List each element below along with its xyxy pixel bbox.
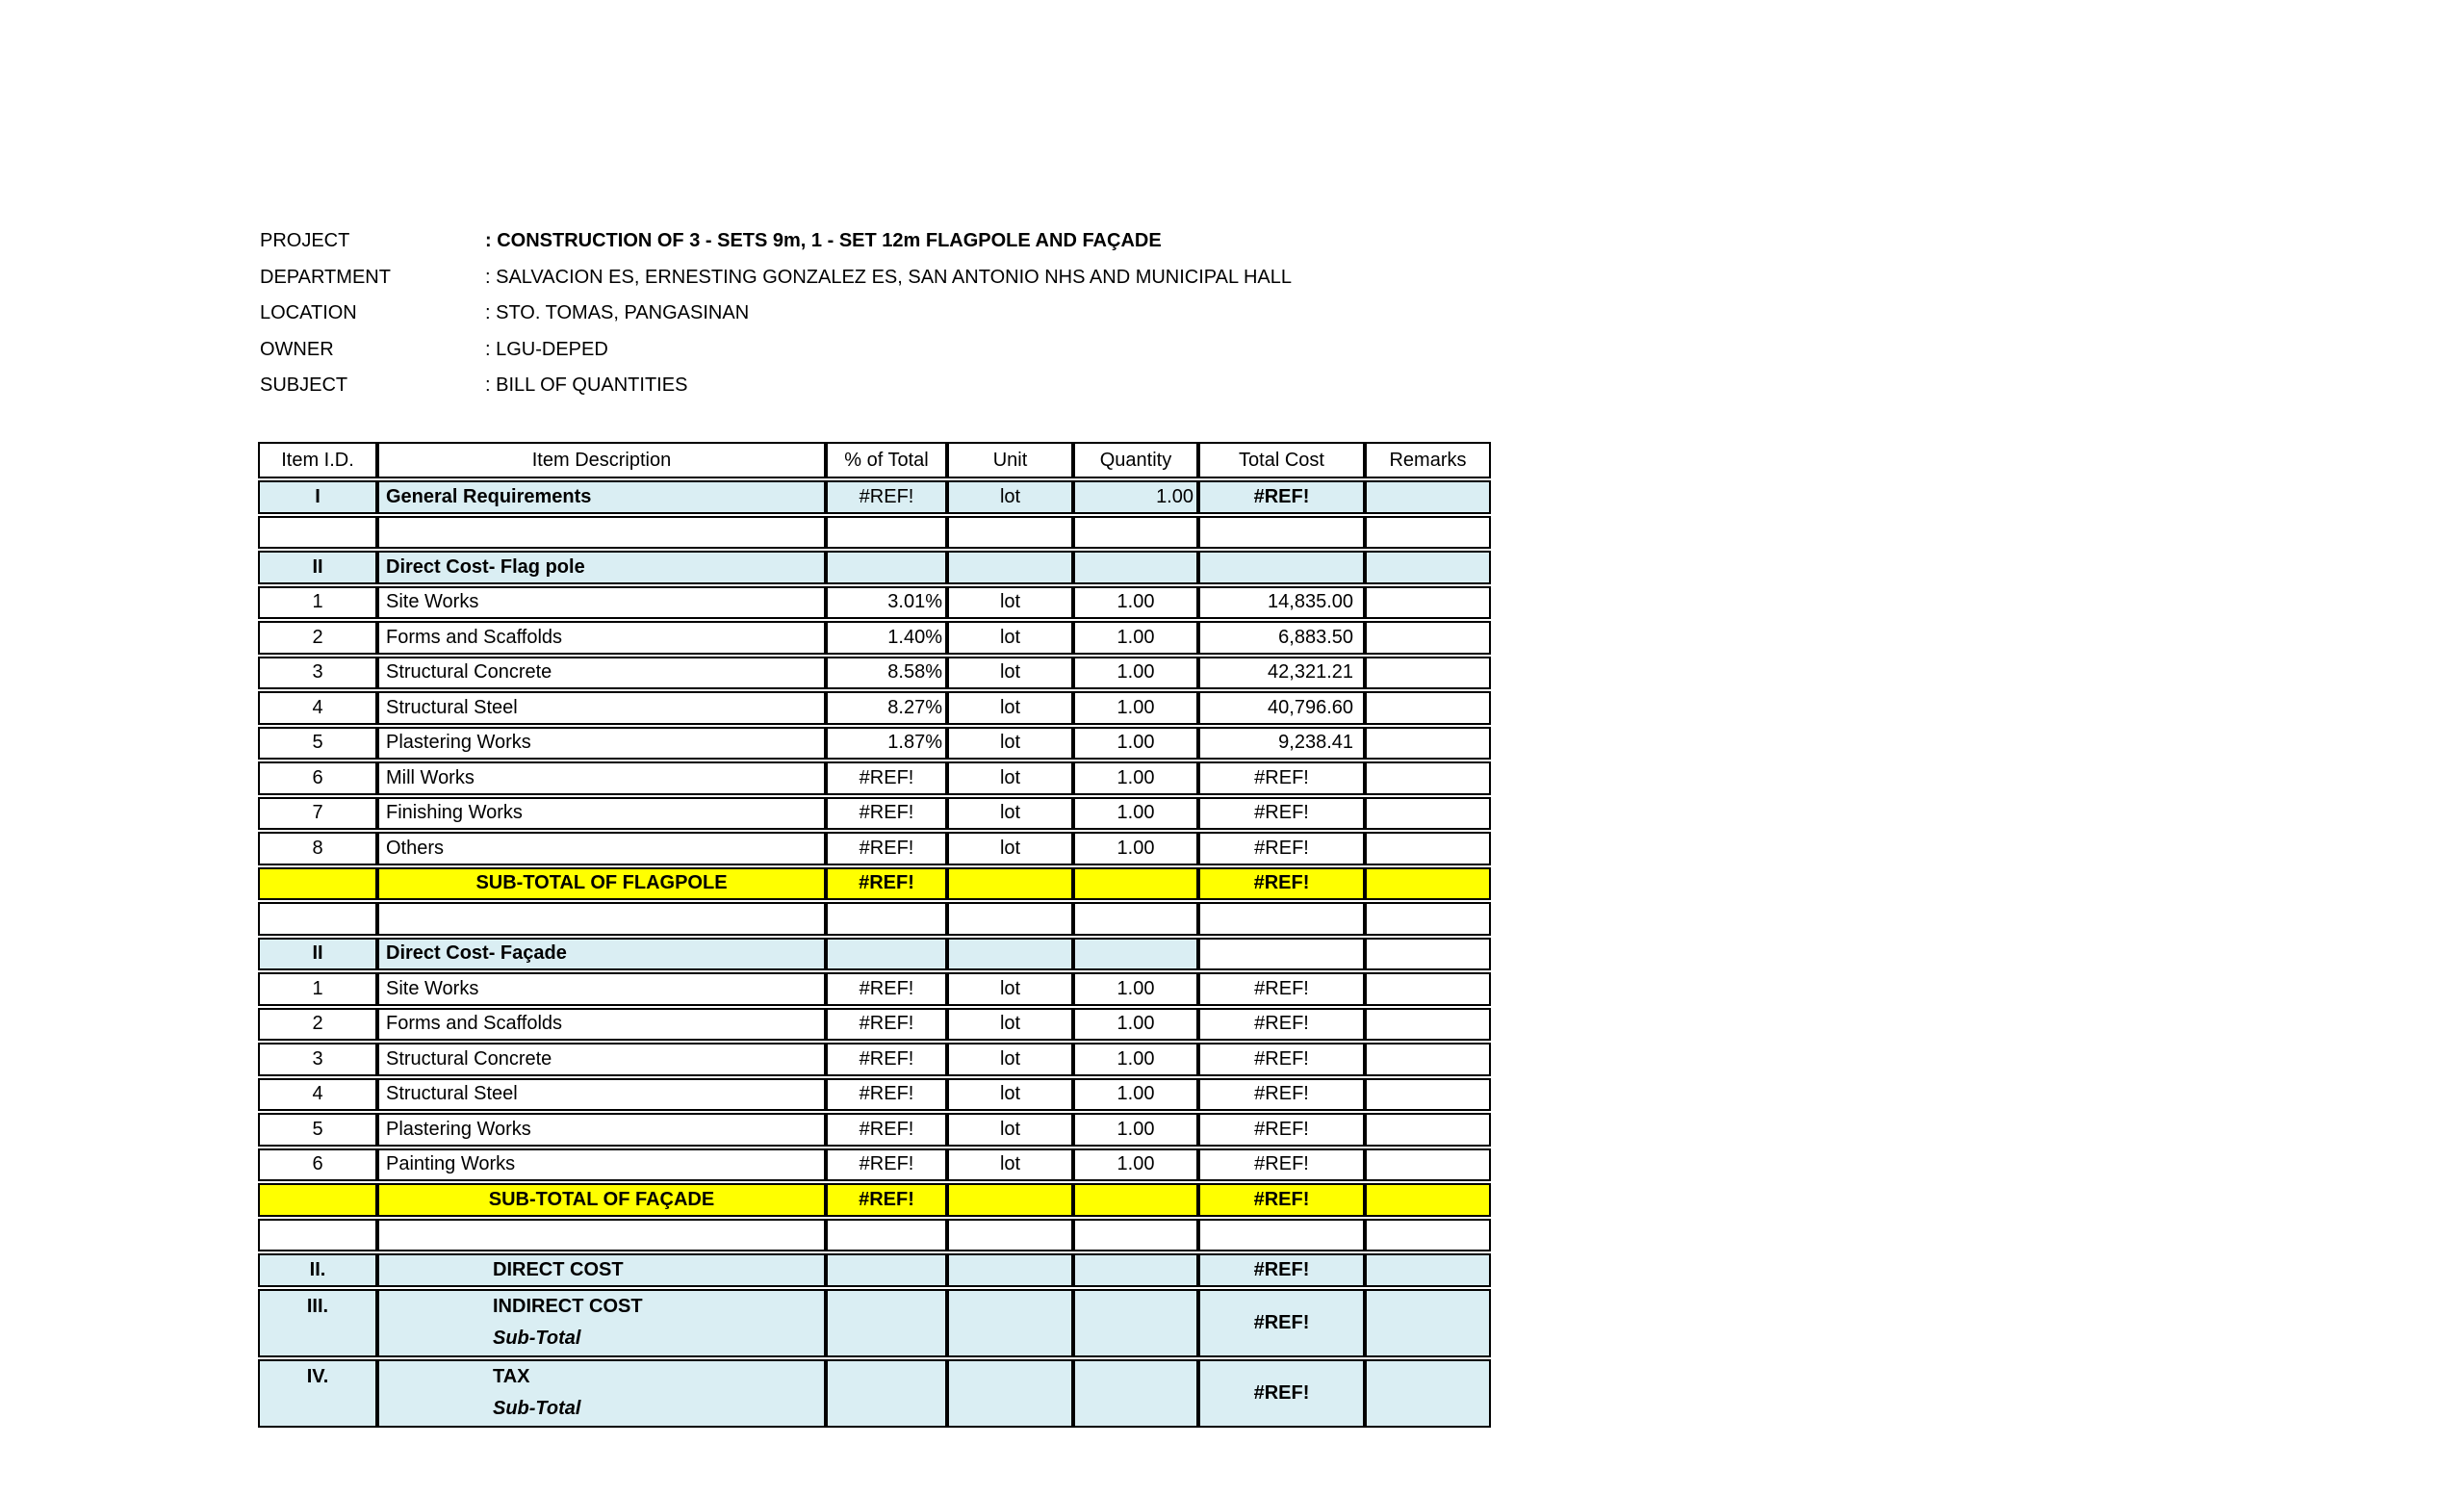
- table-row: [258, 657, 1491, 690]
- cell-remarks: [1365, 586, 1491, 620]
- cell-remarks: [1365, 1113, 1491, 1147]
- cell-item-id: 5: [258, 1113, 377, 1147]
- cell-quantity: 1.00: [1073, 1043, 1198, 1076]
- cell-quantity: [1073, 1289, 1198, 1357]
- cell-item-description: Direct Cost- Flag pole: [377, 551, 826, 584]
- cell-total-cost: #REF!: [1198, 1359, 1365, 1428]
- cell-pct-of-total: #REF!: [826, 1008, 947, 1042]
- sub-total-label: Sub-Total: [493, 1327, 581, 1349]
- cell-remarks: [1365, 727, 1491, 761]
- cell-remarks: [1365, 516, 1491, 550]
- info-row-department: [260, 260, 1292, 297]
- location-value: : STO. TOMAS, PANGASINAN: [485, 302, 750, 324]
- cell-quantity: 1.00: [1073, 1008, 1198, 1042]
- cell-unit: [947, 1289, 1073, 1357]
- cell-item-description: [377, 902, 826, 936]
- cell-total-cost: #REF!: [1198, 972, 1365, 1006]
- department-label: DEPARTMENT: [260, 266, 391, 288]
- cell-total-cost: [1198, 938, 1365, 971]
- cell-total-cost: [1198, 551, 1365, 584]
- cell-remarks: [1365, 797, 1491, 831]
- project-info-block: [260, 223, 1292, 404]
- cell-quantity: [1073, 867, 1198, 901]
- cell-item-id: 3: [258, 657, 377, 690]
- cell-item-description: [377, 1359, 826, 1428]
- cell-total-cost: #REF!: [1198, 1183, 1365, 1217]
- cell-item-description: Others: [377, 832, 826, 865]
- col-header-total-cost: Total Cost: [1198, 442, 1365, 478]
- cell-item-description: Plastering Works: [377, 1113, 826, 1147]
- cell-remarks: [1365, 972, 1491, 1006]
- cell-quantity: [1073, 938, 1198, 971]
- cell-unit: [947, 1253, 1073, 1287]
- cell-total-cost: #REF!: [1198, 761, 1365, 795]
- subtotal-facade-row: [258, 1183, 1491, 1217]
- cell-unit: [947, 867, 1073, 901]
- cell-remarks: [1365, 1078, 1491, 1112]
- table-row: [258, 797, 1491, 831]
- cell-item-description: Structural Steel: [377, 1078, 826, 1112]
- cell-item-description: SUB-TOTAL OF FLAGPOLE: [377, 867, 826, 901]
- cell-unit: [947, 1183, 1073, 1217]
- cell-unit: lot: [947, 1008, 1073, 1042]
- cell-item-id: 6: [258, 761, 377, 795]
- cell-unit: lot: [947, 621, 1073, 655]
- cell-remarks: [1365, 657, 1491, 690]
- cell-item-id: IV.: [258, 1359, 377, 1428]
- cell-total-cost: #REF!: [1198, 867, 1365, 901]
- cell-quantity: [1073, 1359, 1198, 1428]
- cell-item-description: SUB-TOTAL OF FAÇADE: [377, 1183, 826, 1217]
- cell-pct-of-total: 3.01%: [826, 586, 947, 620]
- cell-quantity: 1.00: [1073, 657, 1198, 690]
- cell-item-id: [258, 1183, 377, 1217]
- cell-quantity: 1.00: [1073, 832, 1198, 865]
- cell-pct-of-total: 8.58%: [826, 657, 947, 690]
- cell-pct-of-total: #REF!: [826, 797, 947, 831]
- cell-pct-of-total: #REF!: [826, 1043, 947, 1076]
- cell-unit: [947, 938, 1073, 971]
- subtotal-flagpole-row: [258, 867, 1491, 901]
- cell-unit: lot: [947, 972, 1073, 1006]
- cell-unit: lot: [947, 657, 1073, 690]
- info-row-location: [260, 296, 1292, 332]
- cell-pct-of-total: [826, 1289, 947, 1357]
- cell-remarks: [1365, 621, 1491, 655]
- cell-remarks: [1365, 1253, 1491, 1287]
- cell-item-description: Forms and Scaffolds: [377, 1008, 826, 1042]
- bill-of-quantities-table: [258, 440, 1491, 1430]
- cell-total-cost: #REF!: [1198, 1253, 1365, 1287]
- cell-item-description: Direct Cost- Façade: [377, 938, 826, 971]
- table-row: [258, 1043, 1491, 1076]
- cell-unit: lot: [947, 1078, 1073, 1112]
- cell-pct-of-total: [826, 516, 947, 550]
- cell-total-cost: 42,321.21: [1198, 657, 1365, 690]
- cell-item-description: Forms and Scaffolds: [377, 621, 826, 655]
- cell-quantity: 1.00: [1073, 727, 1198, 761]
- cell-pct-of-total: [826, 938, 947, 971]
- table-row: [258, 1078, 1491, 1112]
- project-label: PROJECT: [260, 230, 350, 252]
- table-header-row: [258, 442, 1491, 478]
- cell-item-description: Structural Steel: [377, 691, 826, 725]
- indirect-cost-row: [258, 1289, 1491, 1357]
- cell-quantity: 1.00: [1073, 972, 1198, 1006]
- cell-item-description: Site Works: [377, 972, 826, 1006]
- cell-unit: lot: [947, 586, 1073, 620]
- table-row: [258, 727, 1491, 761]
- table-row: [258, 586, 1491, 620]
- cell-pct-of-total: #REF!: [826, 1183, 947, 1217]
- cell-item-id: 2: [258, 1008, 377, 1042]
- cell-pct-of-total: #REF!: [826, 832, 947, 865]
- cell-total-cost: 14,835.00: [1198, 586, 1365, 620]
- cell-unit: lot: [947, 1148, 1073, 1182]
- cell-remarks: [1365, 1008, 1491, 1042]
- cell-remarks: [1365, 480, 1491, 514]
- table-row: [258, 902, 1491, 936]
- cell-total-cost: 6,883.50: [1198, 621, 1365, 655]
- cell-unit: lot: [947, 727, 1073, 761]
- table-row: [258, 832, 1491, 865]
- table-row: [258, 691, 1491, 725]
- cell-total-cost: #REF!: [1198, 832, 1365, 865]
- cell-remarks: [1365, 761, 1491, 795]
- cell-item-description: Finishing Works: [377, 797, 826, 831]
- cell-quantity: 1.00: [1073, 761, 1198, 795]
- table-row: [258, 972, 1491, 1006]
- info-row-owner: [260, 332, 1292, 369]
- sub-total-label: Sub-Total: [493, 1397, 581, 1419]
- project-value: : CONSTRUCTION OF 3 - SETS 9m, 1 - SET 12m FLAGPOLE AND FAÇADE: [485, 230, 1162, 252]
- cell-item-id: 7: [258, 797, 377, 831]
- cell-total-cost: #REF!: [1198, 1148, 1365, 1182]
- cell-quantity: 1.00: [1073, 691, 1198, 725]
- cell-quantity: [1073, 551, 1198, 584]
- cell-total-cost: [1198, 1219, 1365, 1252]
- cell-item-description: General Requirements: [377, 480, 826, 514]
- cell-total-cost: 40,796.60: [1198, 691, 1365, 725]
- table-row: [258, 1008, 1491, 1042]
- table-row: [258, 621, 1491, 655]
- cell-unit: lot: [947, 797, 1073, 831]
- cell-quantity: 1.00: [1073, 797, 1198, 831]
- cell-item-id: 2: [258, 621, 377, 655]
- cell-total-cost: #REF!: [1198, 1289, 1365, 1357]
- cell-quantity: [1073, 1219, 1198, 1252]
- cell-item-id: 4: [258, 1078, 377, 1112]
- cell-remarks: [1365, 832, 1491, 865]
- cell-total-cost: #REF!: [1198, 797, 1365, 831]
- cell-pct-of-total: 1.40%: [826, 621, 947, 655]
- cell-remarks: [1365, 1043, 1491, 1076]
- cell-remarks: [1365, 1359, 1491, 1428]
- col-header-item-description: Item Description: [377, 442, 826, 478]
- cell-pct-of-total: #REF!: [826, 480, 947, 514]
- cell-unit: [947, 516, 1073, 550]
- cell-item-description: Painting Works: [377, 1148, 826, 1182]
- department-value: : SALVACION ES, ERNESTING GONZALEZ ES, SAN ANTONIO NHS AND MUNICIPAL HALL: [485, 266, 1292, 288]
- table-row: [258, 1113, 1491, 1147]
- cell-total-cost: [1198, 902, 1365, 936]
- cell-remarks: [1365, 1148, 1491, 1182]
- cell-unit: lot: [947, 832, 1073, 865]
- cell-quantity: 1.00: [1073, 586, 1198, 620]
- cell-unit: [947, 1359, 1073, 1428]
- cell-quantity: 1.00: [1073, 1148, 1198, 1182]
- table-row: [258, 938, 1491, 971]
- cell-item-id: 1: [258, 972, 377, 1006]
- cell-remarks: [1365, 551, 1491, 584]
- cell-pct-of-total: [826, 1253, 947, 1287]
- cell-total-cost: #REF!: [1198, 480, 1365, 514]
- subject-label: SUBJECT: [260, 374, 348, 397]
- cell-item-description: Mill Works: [377, 761, 826, 795]
- cell-item-id: II.: [258, 1253, 377, 1287]
- cell-item-id: 4: [258, 691, 377, 725]
- cell-quantity: [1073, 902, 1198, 936]
- cell-remarks: [1365, 1183, 1491, 1217]
- cell-pct-of-total: [826, 551, 947, 584]
- cell-unit: lot: [947, 691, 1073, 725]
- tax-label: TAX: [493, 1365, 530, 1387]
- cell-remarks: [1365, 1219, 1491, 1252]
- cell-pct-of-total: 8.27%: [826, 691, 947, 725]
- cell-pct-of-total: [826, 902, 947, 936]
- cell-quantity: [1073, 1183, 1198, 1217]
- cell-item-id: I: [258, 480, 377, 514]
- table-row: [258, 761, 1491, 795]
- info-row-project: [260, 223, 1292, 260]
- cell-item-id: [258, 902, 377, 936]
- cell-item-id: 1: [258, 586, 377, 620]
- cell-remarks: [1365, 1289, 1491, 1357]
- cell-pct-of-total: #REF!: [826, 1078, 947, 1112]
- cell-unit: lot: [947, 1043, 1073, 1076]
- cell-total-cost: #REF!: [1198, 1008, 1365, 1042]
- cell-pct-of-total: #REF!: [826, 761, 947, 795]
- cell-pct-of-total: #REF!: [826, 1113, 947, 1147]
- cell-item-description: Site Works: [377, 586, 826, 620]
- cell-quantity: [1073, 516, 1198, 550]
- cell-quantity: 1.00: [1073, 1078, 1198, 1112]
- cell-item-id: [258, 867, 377, 901]
- cell-unit: lot: [947, 480, 1073, 514]
- cell-item-description: Structural Concrete: [377, 1043, 826, 1076]
- cell-item-id: 3: [258, 1043, 377, 1076]
- cell-pct-of-total: #REF!: [826, 867, 947, 901]
- cell-unit: [947, 1219, 1073, 1252]
- cell-unit: lot: [947, 761, 1073, 795]
- cell-item-id: [258, 516, 377, 550]
- cell-total-cost: #REF!: [1198, 1113, 1365, 1147]
- cell-item-description: Plastering Works: [377, 727, 826, 761]
- cell-unit: lot: [947, 1113, 1073, 1147]
- cell-pct-of-total: #REF!: [826, 1148, 947, 1182]
- cell-item-description: DIRECT COST: [377, 1253, 826, 1287]
- cell-pct-of-total: [826, 1359, 947, 1428]
- cell-remarks: [1365, 867, 1491, 901]
- table-row: [258, 551, 1491, 584]
- cell-remarks: [1365, 902, 1491, 936]
- col-header-unit: Unit: [947, 442, 1073, 478]
- indirect-cost-label: INDIRECT COST: [493, 1295, 643, 1317]
- cell-item-id: III.: [258, 1289, 377, 1357]
- table-row: [258, 516, 1491, 550]
- cell-remarks: [1365, 691, 1491, 725]
- cell-item-id: [258, 1219, 377, 1252]
- subject-value: : BILL OF QUANTITIES: [485, 374, 688, 397]
- cell-quantity: 1.00: [1073, 480, 1198, 514]
- cell-unit: [947, 902, 1073, 936]
- cell-item-description: [377, 1219, 826, 1252]
- cell-quantity: 1.00: [1073, 621, 1198, 655]
- col-header-item-id: Item I.D.: [258, 442, 377, 478]
- table-row: [258, 480, 1491, 514]
- cell-item-id: 6: [258, 1148, 377, 1182]
- col-header-quantity: Quantity: [1073, 442, 1198, 478]
- cell-unit: [947, 551, 1073, 584]
- info-row-subject: [260, 368, 1292, 404]
- cell-total-cost: #REF!: [1198, 1078, 1365, 1112]
- table-row: [258, 1148, 1491, 1182]
- table-row: [258, 1219, 1491, 1252]
- cell-total-cost: [1198, 516, 1365, 550]
- cell-item-id: II: [258, 938, 377, 971]
- location-label: LOCATION: [260, 302, 357, 324]
- tax-row: [258, 1359, 1491, 1428]
- owner-value: : LGU-DEPED: [485, 338, 608, 360]
- cell-item-description: [377, 516, 826, 550]
- cell-pct-of-total: #REF!: [826, 972, 947, 1006]
- cell-item-description: [377, 1289, 826, 1357]
- owner-label: OWNER: [260, 338, 334, 360]
- cell-item-id: II: [258, 551, 377, 584]
- cell-total-cost: 9,238.41: [1198, 727, 1365, 761]
- col-header-remarks: Remarks: [1365, 442, 1491, 478]
- col-header-pct-of-total: % of Total: [826, 442, 947, 478]
- cell-item-description: Structural Concrete: [377, 657, 826, 690]
- cell-quantity: [1073, 1253, 1198, 1287]
- cell-item-id: 5: [258, 727, 377, 761]
- cell-pct-of-total: [826, 1219, 947, 1252]
- cell-quantity: 1.00: [1073, 1113, 1198, 1147]
- cell-total-cost: #REF!: [1198, 1043, 1365, 1076]
- direct-cost-row: [258, 1253, 1491, 1287]
- cell-item-id: 8: [258, 832, 377, 865]
- cell-pct-of-total: 1.87%: [826, 727, 947, 761]
- cell-remarks: [1365, 938, 1491, 971]
